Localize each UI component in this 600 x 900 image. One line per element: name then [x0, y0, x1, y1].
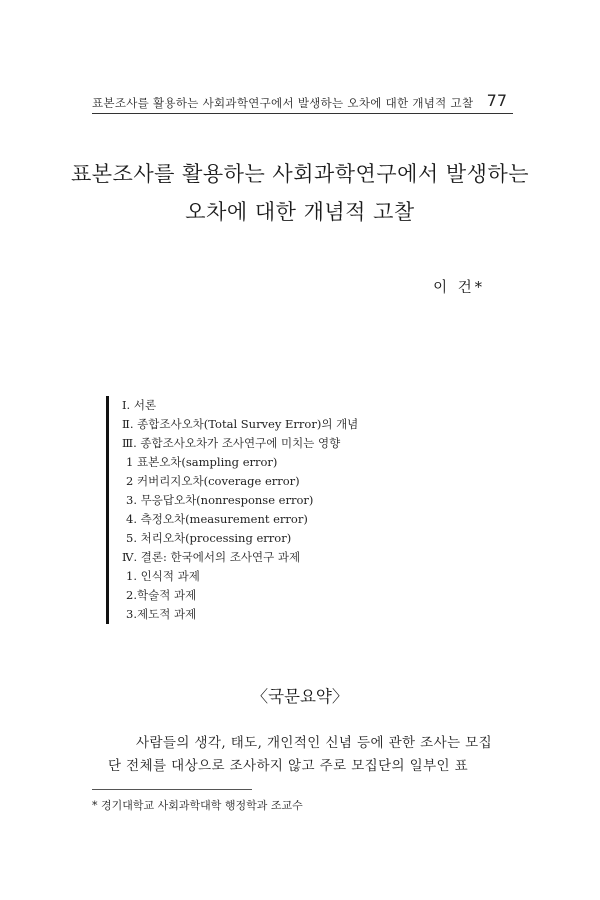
- toc-subitem: 1 표본오차(sampling error): [126, 455, 278, 469]
- author-name: 이 건*: [433, 280, 485, 296]
- running-header: [92, 91, 513, 114]
- footnote: * 경기대학교 사회과학대학 행정학과 조교수: [92, 799, 303, 812]
- toc-subitem: 2.학술적 과제: [126, 588, 197, 602]
- toc-subitem: 5. 처리오차(processing error): [126, 531, 292, 545]
- toc-item: Ⅲ. 종합조사오차가 조사연구에 미치는 영향: [122, 436, 341, 450]
- toc-subitem: 4. 측정오차(measurement error): [126, 512, 308, 526]
- article-title-line-1: 표본조사를 활용하는 사회과학연구에서 발생하는: [70, 162, 530, 186]
- toc-subitem: 3. 무응답오차(nonresponse error): [126, 493, 314, 507]
- page-number: 77: [486, 91, 507, 110]
- table-of-contents: [106, 396, 426, 624]
- abstract-body: [108, 732, 498, 778]
- abstract-line: 사람들의 생각, 태도, 개인적인 신념 등에 관한 조사는 모집: [136, 735, 493, 751]
- toc-subitem: 3.제도적 과제: [126, 607, 197, 621]
- abstract-line: 단 전체를 대상으로 조사하지 않고 주로 모집단의 일부인 표: [108, 758, 469, 774]
- running-title: 표본조사를 활용하는 사회과학연구에서 발생하는 오차에 대한 개념적 고찰: [92, 96, 474, 110]
- toc-subitem: 2 커버리지오차(coverage error): [126, 474, 300, 488]
- toc-item: Ⅰ. 서론: [122, 398, 157, 412]
- toc-item: Ⅱ. 종합조사오차(Total Survey Error)의 개념: [122, 417, 359, 431]
- abstract-heading: 〈국문요약〉: [251, 687, 349, 706]
- toc-item: Ⅳ. 결론: 한국에서의 조사연구 과제: [122, 550, 301, 564]
- article-title-line-2: 오차에 대한 개념적 고찰: [185, 200, 415, 224]
- toc-subitem: 1. 인식적 과제: [126, 569, 200, 583]
- footnote-divider: [92, 789, 252, 790]
